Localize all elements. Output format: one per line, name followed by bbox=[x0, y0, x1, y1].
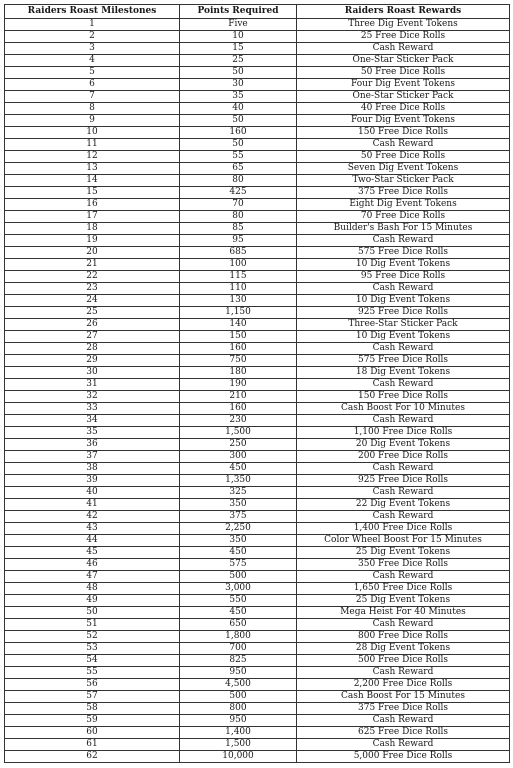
milestone-cell: 4 bbox=[5, 55, 180, 67]
milestone-cell: 22 bbox=[5, 271, 180, 283]
reward-cell: 2,200 Free Dice Rolls bbox=[297, 679, 510, 691]
reward-cell: 22 Dig Event Tokens bbox=[297, 499, 510, 511]
table-row bbox=[5, 751, 510, 763]
table-row bbox=[5, 67, 510, 79]
reward-cell: 18 Dig Event Tokens bbox=[297, 367, 510, 379]
milestone-cell: 45 bbox=[5, 547, 180, 559]
reward-cell: 375 Free Dice Rolls bbox=[297, 703, 510, 715]
table-row bbox=[5, 367, 510, 379]
table-row bbox=[5, 475, 510, 487]
reward-cell: Two-Star Sticker Pack bbox=[297, 175, 510, 187]
table-row bbox=[5, 679, 510, 691]
reward-cell: One-Star Sticker Pack bbox=[297, 55, 510, 67]
points-cell: 15 bbox=[180, 43, 297, 55]
points-cell: 500 bbox=[180, 691, 297, 703]
points-cell: 700 bbox=[180, 643, 297, 655]
milestone-cell: 39 bbox=[5, 475, 180, 487]
table-row bbox=[5, 415, 510, 427]
table-row bbox=[5, 727, 510, 739]
reward-cell: 20 Dig Event Tokens bbox=[297, 439, 510, 451]
milestone-cell: 24 bbox=[5, 295, 180, 307]
points-cell: 65 bbox=[180, 163, 297, 175]
table-row bbox=[5, 607, 510, 619]
table-row bbox=[5, 739, 510, 751]
milestone-cell: 12 bbox=[5, 151, 180, 163]
table-row bbox=[5, 631, 510, 643]
points-cell: 50 bbox=[180, 139, 297, 151]
milestone-cell: 33 bbox=[5, 403, 180, 415]
table-row bbox=[5, 247, 510, 259]
table-row bbox=[5, 115, 510, 127]
reward-cell: 10 Dig Event Tokens bbox=[297, 259, 510, 271]
milestone-cell: 51 bbox=[5, 619, 180, 631]
reward-cell: Cash Reward bbox=[297, 343, 510, 355]
reward-cell: Cash Reward bbox=[297, 715, 510, 727]
points-cell: 230 bbox=[180, 415, 297, 427]
reward-cell: Seven Dig Event Tokens bbox=[297, 163, 510, 175]
table-row bbox=[5, 43, 510, 55]
points-cell: 800 bbox=[180, 703, 297, 715]
reward-cell: 800 Free Dice Rolls bbox=[297, 631, 510, 643]
table-row bbox=[5, 187, 510, 199]
table-row bbox=[5, 559, 510, 571]
reward-cell: 95 Free Dice Rolls bbox=[297, 271, 510, 283]
milestone-cell: 9 bbox=[5, 115, 180, 127]
table-row bbox=[5, 715, 510, 727]
milestone-cell: 26 bbox=[5, 319, 180, 331]
milestone-cell: 29 bbox=[5, 355, 180, 367]
table-row bbox=[5, 295, 510, 307]
table-row bbox=[5, 223, 510, 235]
table-row bbox=[5, 691, 510, 703]
milestone-cell: 53 bbox=[5, 643, 180, 655]
milestone-cell: 57 bbox=[5, 691, 180, 703]
points-cell: 350 bbox=[180, 499, 297, 511]
points-cell: 160 bbox=[180, 127, 297, 139]
points-cell: 100 bbox=[180, 259, 297, 271]
points-cell: 575 bbox=[180, 559, 297, 571]
table-row bbox=[5, 439, 510, 451]
points-cell: 130 bbox=[180, 295, 297, 307]
reward-cell: Cash Reward bbox=[297, 487, 510, 499]
table-row bbox=[5, 403, 510, 415]
points-cell: 95 bbox=[180, 235, 297, 247]
milestone-cell: 3 bbox=[5, 43, 180, 55]
milestone-cell: 42 bbox=[5, 511, 180, 523]
table-body bbox=[5, 19, 510, 763]
reward-cell: Cash Reward bbox=[297, 43, 510, 55]
milestone-cell: 20 bbox=[5, 247, 180, 259]
milestone-cell: 27 bbox=[5, 331, 180, 343]
table-row bbox=[5, 391, 510, 403]
table-row bbox=[5, 427, 510, 439]
header-milestones: Raiders Roast Milestones bbox=[5, 5, 180, 19]
reward-cell: 10 Dig Event Tokens bbox=[297, 331, 510, 343]
reward-cell: Cash Boost For 10 Minutes bbox=[297, 403, 510, 415]
milestone-cell: 38 bbox=[5, 463, 180, 475]
milestone-cell: 7 bbox=[5, 91, 180, 103]
reward-cell: 25 Dig Event Tokens bbox=[297, 595, 510, 607]
milestone-cell: 43 bbox=[5, 523, 180, 535]
milestone-cell: 16 bbox=[5, 199, 180, 211]
table-row bbox=[5, 271, 510, 283]
table-row bbox=[5, 331, 510, 343]
reward-cell: 200 Free Dice Rolls bbox=[297, 451, 510, 463]
points-cell: 150 bbox=[180, 331, 297, 343]
milestone-cell: 46 bbox=[5, 559, 180, 571]
points-cell: 140 bbox=[180, 319, 297, 331]
points-cell: 375 bbox=[180, 511, 297, 523]
table-row bbox=[5, 655, 510, 667]
points-cell: 1,350 bbox=[180, 475, 297, 487]
points-cell: 685 bbox=[180, 247, 297, 259]
reward-cell: 5,000 Free Dice Rolls bbox=[297, 751, 510, 763]
table-row bbox=[5, 19, 510, 31]
points-cell: 190 bbox=[180, 379, 297, 391]
reward-cell: Four Dig Event Tokens bbox=[297, 115, 510, 127]
reward-cell: Mega Heist For 40 Minutes bbox=[297, 607, 510, 619]
table-row bbox=[5, 451, 510, 463]
table-row bbox=[5, 619, 510, 631]
points-cell: 425 bbox=[180, 187, 297, 199]
milestone-cell: 30 bbox=[5, 367, 180, 379]
points-cell: 10 bbox=[180, 31, 297, 43]
reward-cell: Cash Reward bbox=[297, 511, 510, 523]
points-cell: 25 bbox=[180, 55, 297, 67]
milestone-cell: 15 bbox=[5, 187, 180, 199]
points-cell: 115 bbox=[180, 271, 297, 283]
milestone-cell: 59 bbox=[5, 715, 180, 727]
points-cell: 1,150 bbox=[180, 307, 297, 319]
points-cell: 650 bbox=[180, 619, 297, 631]
reward-cell: Cash Reward bbox=[297, 139, 510, 151]
table-row bbox=[5, 703, 510, 715]
points-cell: 250 bbox=[180, 439, 297, 451]
milestone-cell: 50 bbox=[5, 607, 180, 619]
reward-cell: Cash Boost For 15 Minutes bbox=[297, 691, 510, 703]
reward-cell: Cash Reward bbox=[297, 235, 510, 247]
reward-cell: Cash Reward bbox=[297, 283, 510, 295]
table-row bbox=[5, 571, 510, 583]
points-cell: 160 bbox=[180, 403, 297, 415]
milestone-cell: 23 bbox=[5, 283, 180, 295]
reward-cell: 350 Free Dice Rolls bbox=[297, 559, 510, 571]
table-row bbox=[5, 379, 510, 391]
points-cell: Five bbox=[180, 19, 297, 31]
reward-cell: Three-Star Sticker Pack bbox=[297, 319, 510, 331]
points-cell: 1,800 bbox=[180, 631, 297, 643]
table-row bbox=[5, 307, 510, 319]
reward-cell: Cash Reward bbox=[297, 739, 510, 751]
table-row bbox=[5, 535, 510, 547]
points-cell: 500 bbox=[180, 571, 297, 583]
table-row bbox=[5, 319, 510, 331]
table-row bbox=[5, 499, 510, 511]
table-row bbox=[5, 643, 510, 655]
milestone-cell: 31 bbox=[5, 379, 180, 391]
milestone-cell: 54 bbox=[5, 655, 180, 667]
points-cell: 325 bbox=[180, 487, 297, 499]
table-row bbox=[5, 103, 510, 115]
reward-cell: 25 Free Dice Rolls bbox=[297, 31, 510, 43]
milestone-cell: 55 bbox=[5, 667, 180, 679]
reward-cell: 150 Free Dice Rolls bbox=[297, 391, 510, 403]
points-cell: 300 bbox=[180, 451, 297, 463]
table-row bbox=[5, 139, 510, 151]
reward-cell: Cash Reward bbox=[297, 619, 510, 631]
points-cell: 350 bbox=[180, 535, 297, 547]
milestone-cell: 60 bbox=[5, 727, 180, 739]
points-cell: 35 bbox=[180, 91, 297, 103]
milestone-cell: 18 bbox=[5, 223, 180, 235]
reward-cell: Cash Reward bbox=[297, 415, 510, 427]
reward-cell: 40 Free Dice Rolls bbox=[297, 103, 510, 115]
reward-cell: Three Dig Event Tokens bbox=[297, 19, 510, 31]
milestone-cell: 10 bbox=[5, 127, 180, 139]
milestone-cell: 48 bbox=[5, 583, 180, 595]
reward-cell: 1,400 Free Dice Rolls bbox=[297, 523, 510, 535]
reward-cell: 375 Free Dice Rolls bbox=[297, 187, 510, 199]
table-row bbox=[5, 343, 510, 355]
points-cell: 450 bbox=[180, 463, 297, 475]
milestone-cell: 17 bbox=[5, 211, 180, 223]
reward-cell: 575 Free Dice Rolls bbox=[297, 355, 510, 367]
milestone-cell: 35 bbox=[5, 427, 180, 439]
points-cell: 80 bbox=[180, 211, 297, 223]
milestones-table bbox=[4, 4, 510, 763]
points-cell: 40 bbox=[180, 103, 297, 115]
header-points: Points Required bbox=[180, 5, 297, 19]
milestone-cell: 61 bbox=[5, 739, 180, 751]
milestone-cell: 52 bbox=[5, 631, 180, 643]
milestone-cell: 37 bbox=[5, 451, 180, 463]
points-cell: 210 bbox=[180, 391, 297, 403]
milestone-cell: 1 bbox=[5, 19, 180, 31]
reward-cell: 28 Dig Event Tokens bbox=[297, 643, 510, 655]
reward-cell: Builder's Bash For 15 Minutes bbox=[297, 223, 510, 235]
reward-cell: 50 Free Dice Rolls bbox=[297, 151, 510, 163]
reward-cell: Eight Dig Event Tokens bbox=[297, 199, 510, 211]
points-cell: 85 bbox=[180, 223, 297, 235]
points-cell: 1,400 bbox=[180, 727, 297, 739]
table-row bbox=[5, 31, 510, 43]
milestone-cell: 11 bbox=[5, 139, 180, 151]
reward-cell: 1,650 Free Dice Rolls bbox=[297, 583, 510, 595]
table-row bbox=[5, 175, 510, 187]
table-row bbox=[5, 487, 510, 499]
table-row bbox=[5, 595, 510, 607]
table-row bbox=[5, 511, 510, 523]
points-cell: 450 bbox=[180, 607, 297, 619]
points-cell: 950 bbox=[180, 715, 297, 727]
points-cell: 55 bbox=[180, 151, 297, 163]
reward-cell: 50 Free Dice Rolls bbox=[297, 67, 510, 79]
points-cell: 550 bbox=[180, 595, 297, 607]
milestone-cell: 13 bbox=[5, 163, 180, 175]
table-row bbox=[5, 667, 510, 679]
milestone-cell: 40 bbox=[5, 487, 180, 499]
points-cell: 70 bbox=[180, 199, 297, 211]
milestone-cell: 32 bbox=[5, 391, 180, 403]
points-cell: 825 bbox=[180, 655, 297, 667]
milestone-cell: 2 bbox=[5, 31, 180, 43]
points-cell: 4,500 bbox=[180, 679, 297, 691]
milestone-cell: 6 bbox=[5, 79, 180, 91]
milestone-cell: 56 bbox=[5, 679, 180, 691]
table-row bbox=[5, 91, 510, 103]
header-rewards: Raiders Roast Rewards bbox=[297, 5, 510, 19]
reward-cell: 925 Free Dice Rolls bbox=[297, 475, 510, 487]
table-row bbox=[5, 199, 510, 211]
points-cell: 180 bbox=[180, 367, 297, 379]
reward-cell: Cash Reward bbox=[297, 571, 510, 583]
points-cell: 450 bbox=[180, 547, 297, 559]
points-cell: 110 bbox=[180, 283, 297, 295]
points-cell: 30 bbox=[180, 79, 297, 91]
points-cell: 3,000 bbox=[180, 583, 297, 595]
table-row bbox=[5, 283, 510, 295]
milestone-cell: 34 bbox=[5, 415, 180, 427]
points-cell: 50 bbox=[180, 115, 297, 127]
points-cell: 2,250 bbox=[180, 523, 297, 535]
points-cell: 750 bbox=[180, 355, 297, 367]
reward-cell: Color Wheel Boost For 15 Minutes bbox=[297, 535, 510, 547]
reward-cell: 625 Free Dice Rolls bbox=[297, 727, 510, 739]
reward-cell: 500 Free Dice Rolls bbox=[297, 655, 510, 667]
milestone-cell: 28 bbox=[5, 343, 180, 355]
reward-cell: 25 Dig Event Tokens bbox=[297, 547, 510, 559]
milestone-cell: 58 bbox=[5, 703, 180, 715]
milestone-cell: 47 bbox=[5, 571, 180, 583]
milestone-cell: 8 bbox=[5, 103, 180, 115]
header-row bbox=[5, 5, 510, 19]
milestone-cell: 49 bbox=[5, 595, 180, 607]
reward-cell: 1,100 Free Dice Rolls bbox=[297, 427, 510, 439]
reward-cell: 70 Free Dice Rolls bbox=[297, 211, 510, 223]
table-row bbox=[5, 127, 510, 139]
table-row bbox=[5, 355, 510, 367]
milestone-cell: 25 bbox=[5, 307, 180, 319]
reward-cell: 575 Free Dice Rolls bbox=[297, 247, 510, 259]
table-row bbox=[5, 55, 510, 67]
milestone-cell: 44 bbox=[5, 535, 180, 547]
milestone-cell: 14 bbox=[5, 175, 180, 187]
milestone-cell: 21 bbox=[5, 259, 180, 271]
points-cell: 10,000 bbox=[180, 751, 297, 763]
table-row bbox=[5, 163, 510, 175]
milestone-cell: 5 bbox=[5, 67, 180, 79]
points-cell: 950 bbox=[180, 667, 297, 679]
reward-cell: Four Dig Event Tokens bbox=[297, 79, 510, 91]
reward-cell: 925 Free Dice Rolls bbox=[297, 307, 510, 319]
reward-cell: Cash Reward bbox=[297, 667, 510, 679]
table-row bbox=[5, 547, 510, 559]
table-row bbox=[5, 523, 510, 535]
reward-cell: 10 Dig Event Tokens bbox=[297, 295, 510, 307]
milestone-cell: 19 bbox=[5, 235, 180, 247]
milestone-cell: 41 bbox=[5, 499, 180, 511]
milestone-cell: 62 bbox=[5, 751, 180, 763]
table-row bbox=[5, 259, 510, 271]
points-cell: 1,500 bbox=[180, 739, 297, 751]
table-row bbox=[5, 211, 510, 223]
points-cell: 80 bbox=[180, 175, 297, 187]
reward-cell: Cash Reward bbox=[297, 463, 510, 475]
reward-cell: Cash Reward bbox=[297, 379, 510, 391]
points-cell: 160 bbox=[180, 343, 297, 355]
table-row bbox=[5, 463, 510, 475]
points-cell: 50 bbox=[180, 67, 297, 79]
table-row bbox=[5, 151, 510, 163]
milestone-cell: 36 bbox=[5, 439, 180, 451]
reward-cell: 150 Free Dice Rolls bbox=[297, 127, 510, 139]
reward-cell: One-Star Sticker Pack bbox=[297, 91, 510, 103]
table-row bbox=[5, 583, 510, 595]
points-cell: 1,500 bbox=[180, 427, 297, 439]
table-row bbox=[5, 79, 510, 91]
table-row bbox=[5, 235, 510, 247]
